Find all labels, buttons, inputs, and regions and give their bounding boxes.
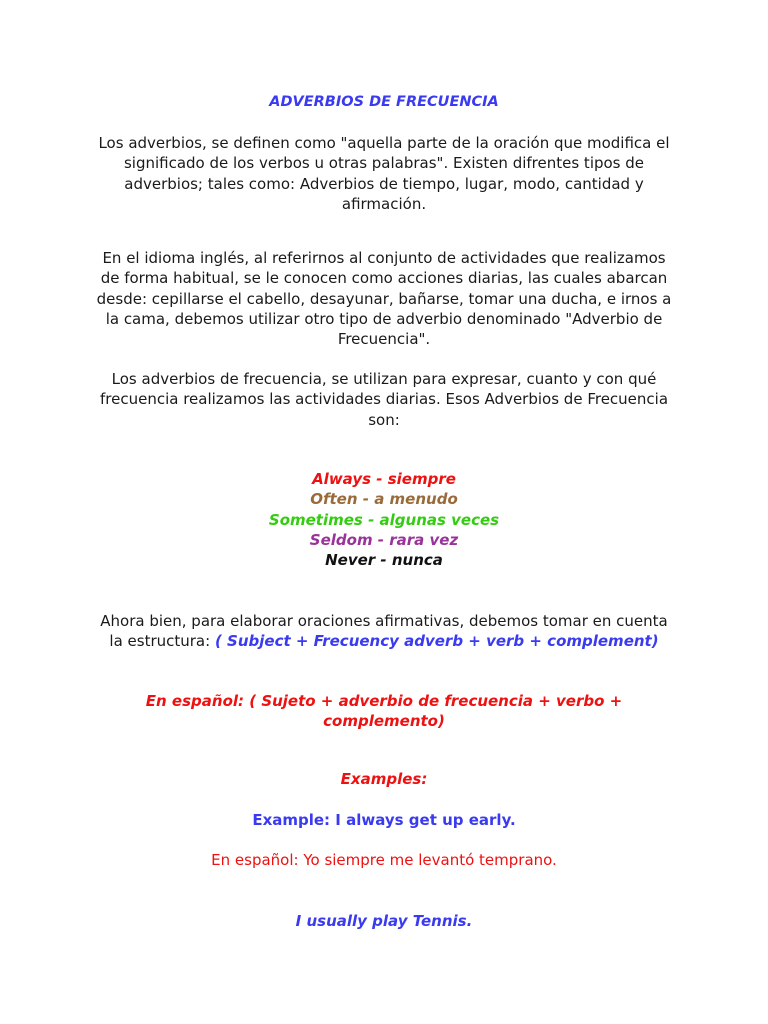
examples-heading: Examples: bbox=[340, 770, 428, 788]
adverb-seldom: Seldom - rara vez bbox=[309, 530, 459, 549]
paragraph-definition: Los adverbios, se definen como "aquella parte de la oración que modifica el significado de los verbos u otras palabras". Existen difrentes tipos de adverbios; tales como: Adverbios de tiempo, lugar, modo, cantidad y afirmación. bbox=[98, 134, 670, 213]
adverb-never: Never - nunca bbox=[325, 551, 443, 570]
adverb-list bbox=[96, 469, 672, 570]
paragraph-frequency-intro: Los adverbios de frecuencia, se utilizan para expresar, cuanto y con qué frecuencia realizamos las actividades diarias. Esos Adverbios de Frecuencia son: bbox=[99, 370, 669, 429]
paragraph-daily-actions: En el idioma inglés, al referirnos al conjunto de actividades que realizamos de forma habitual, se le conocen como acciones diarias, las cuales abarcan desde: cepillarse el cabello, desayunar, bañarse, tomar una ducha, e irnos a la cama, debemos utilizar otro tipo de adverbio denominado "Adverbio de Frecuencia". bbox=[96, 249, 672, 349]
structure-intro: Ahora bien, para elaborar oraciones afirmativas, debemos tomar en cuenta la estructura: bbox=[100, 612, 668, 651]
example-1: Example: I always get up early. bbox=[252, 811, 516, 829]
adverb-often: Often - a menudo bbox=[310, 490, 458, 509]
example-1-spanish: En español: Yo siempre me levantó temprano. bbox=[211, 851, 557, 869]
document-title: ADVERBIOS DE FRECUENCIA bbox=[269, 94, 499, 110]
paragraph-structure bbox=[96, 611, 672, 652]
adverb-sometimes: Sometimes - algunas veces bbox=[268, 510, 500, 529]
example-2: I usually play Tennis. bbox=[295, 912, 473, 930]
structure-spanish: En español: ( Sujeto + adverbio de frecuencia + verbo + complemento) bbox=[145, 692, 623, 731]
structure-formula: ( Subject + Frecuency adverb + verb + complement) bbox=[214, 632, 659, 651]
adverb-always: Always - siempre bbox=[312, 470, 456, 488]
